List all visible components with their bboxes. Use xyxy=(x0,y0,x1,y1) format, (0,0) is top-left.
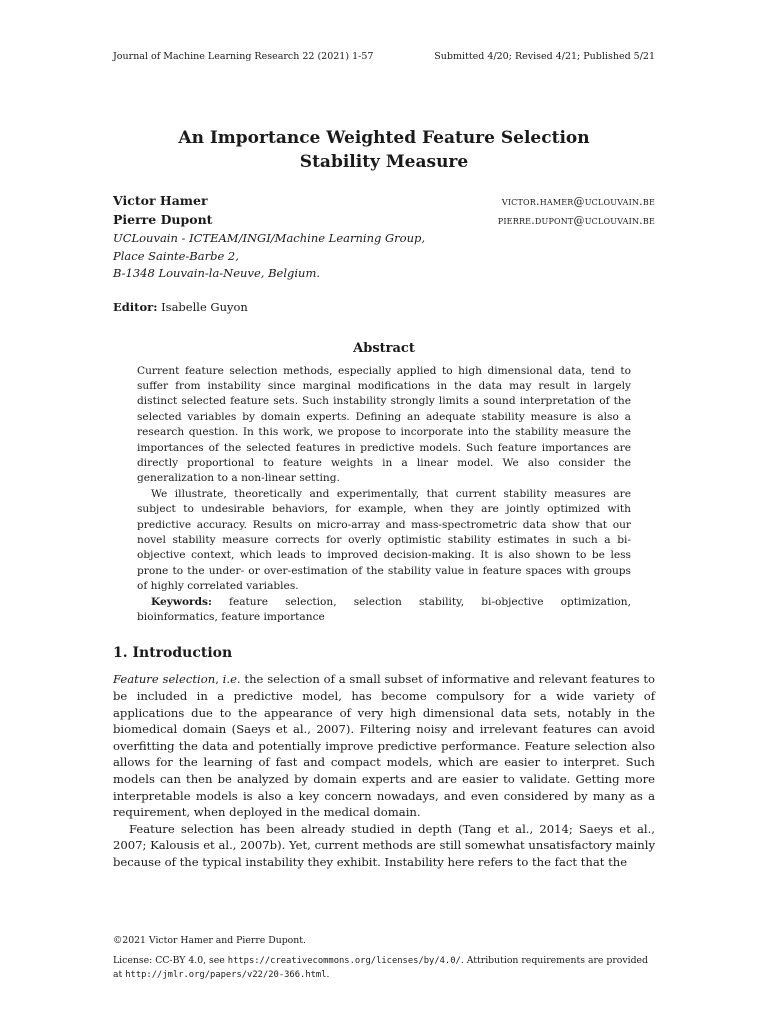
abstract-body xyxy=(137,364,631,626)
author-name: Pierre Dupont xyxy=(113,212,213,227)
intro-paragraph-2: Feature selection has been already studied in depth (Tang et al., 2014; Saeys et al., 2007; Kalousis et al., 2007b). Yet, current methods are still somewhat unsatisfactory mainly because of the typical instability they exhibit. Instability here refers to the fact that the xyxy=(113,821,655,869)
abstract-paragraph-1: Current feature selection methods, especially applied to high dimensional data, tend to suffer from instability since marginal modifications in the data may result in largely distinct selected feature sets. Such instability strongly limits a sound interpretation of the selected variables by domain experts. Defining an adequate stability measure is also a research question. In this work, we propose to incorporate into the stability measure the importances of the selected features in predictive models. Such feature importances are directly proportional to feature weights in a linear model. We also consider the generalization to a non-linear setting. xyxy=(137,364,631,485)
footnote xyxy=(113,934,655,982)
introduction-body xyxy=(113,671,655,870)
keywords-label: Keywords: xyxy=(151,595,212,608)
license-mid: . Attribution requirements are provided at xyxy=(113,955,649,980)
journal-citation: Journal of Machine Learning Research 22 (2021) 1-57 xyxy=(113,51,374,62)
author-name: Victor Hamer xyxy=(113,193,208,208)
running-header xyxy=(113,50,655,64)
author-block xyxy=(113,192,655,283)
affiliation-line: B-1348 Louvain-la-Neuve, Belgium. xyxy=(113,266,321,280)
intro-paragraph-1: Feature selection, i.e. the selection of a small subset of informative and relevant features to be included in a predictive model, has become compulsory for a wide variety of applications due to the appearance of very high dimensional data sets, notably in the biomedical domain (Saeys et al., 2007). Filtering noisy and irrelevant features can avoid overfitting the data and potentially improve predictive performance. Feature selection also allows for the learning of fast and compact models, which are easier to interpret. Such models can then be analyzed by domain experts and are easier to validate. Getting more interpretable models is also a key concern nowadays, and even considered by many as a requirement, when deployed in the medical domain. xyxy=(113,672,655,820)
keywords xyxy=(137,595,631,626)
paper-title xyxy=(113,126,655,174)
affiliation-line: UCLouvain - ICTEAM/INGI/Machine Learning Group, xyxy=(113,231,426,245)
license-link[interactable]: https://creativecommons.org/licenses/by/4.0/ xyxy=(227,956,461,966)
editor-line xyxy=(113,300,655,314)
editor-label: Editor: xyxy=(113,299,158,314)
author-email[interactable]: pierre.dupont@uclouvain.be xyxy=(497,214,655,227)
author-row xyxy=(113,211,655,230)
abstract-paragraph-2: We illustrate, theoretically and experimentally, that current stability measures are subject to undesirable behaviors, for example, when they are jointly optimized with predictive accuracy. Results on micro-array and mass-spectrometric data show that our novel stability measure corrects for overly optimistic stability estimates in such a bi-objective context, which leads to improved decision-making. It is also shown to be less prone to the under- or over-estimation of the stability value in feature spaces with groups of highly correlated variables. xyxy=(137,487,631,593)
term-feature-selection: Feature selection xyxy=(113,672,216,687)
title-line-2: Stability Measure xyxy=(299,152,469,172)
license-prefix: License: CC-BY 4.0, see xyxy=(113,955,225,966)
license-line xyxy=(113,954,655,982)
publication-dates: Submitted 4/20; Revised 4/21; Published 5/21 xyxy=(434,51,655,62)
footnote-spacer xyxy=(113,947,655,954)
keywords-list: feature selection, selection stability, bi-objective optimization, bioinformatics, feature importance xyxy=(137,595,631,623)
title-line-1: An Importance Weighted Feature Selection xyxy=(178,128,590,148)
editor-name: Isabelle Guyon xyxy=(161,299,248,314)
abstract-heading: Abstract xyxy=(353,340,415,356)
intro-paragraph-1-text: the selection of a small subset of informative and relevant features to be included in a predictive model, has become compulsory for a wide variety of applications due to the appearance of very high dimensional data sets, notably in the biomedical domain (Saeys et al., 2007). Filtering noisy and irrelevant features can avoid overfitting the data and potentially improve predictive performance. Feature selection also allows for the learning of fast and compact models, which are easier to interpret. Such models can then be analyzed by domain experts and are easier to validate. Getting more interpretable models is also a key concern nowadays, and even considered by many as a requirement, when deployed in the medical domain. xyxy=(113,672,655,820)
section-heading-introduction: 1. Introduction xyxy=(113,645,233,662)
term-ie: i.e. xyxy=(222,672,241,687)
paper-link[interactable]: http://jmlr.org/papers/v22/20-366.html xyxy=(125,970,327,980)
copyright-line: ©2021 Victor Hamer and Pierre Dupont. xyxy=(113,935,306,946)
author-email[interactable]: victor.hamer@uclouvain.be xyxy=(501,195,655,208)
affiliation-line: Place Sainte-Barbe 2, xyxy=(113,248,239,263)
license-period: . xyxy=(326,969,330,980)
author-row xyxy=(113,192,655,211)
